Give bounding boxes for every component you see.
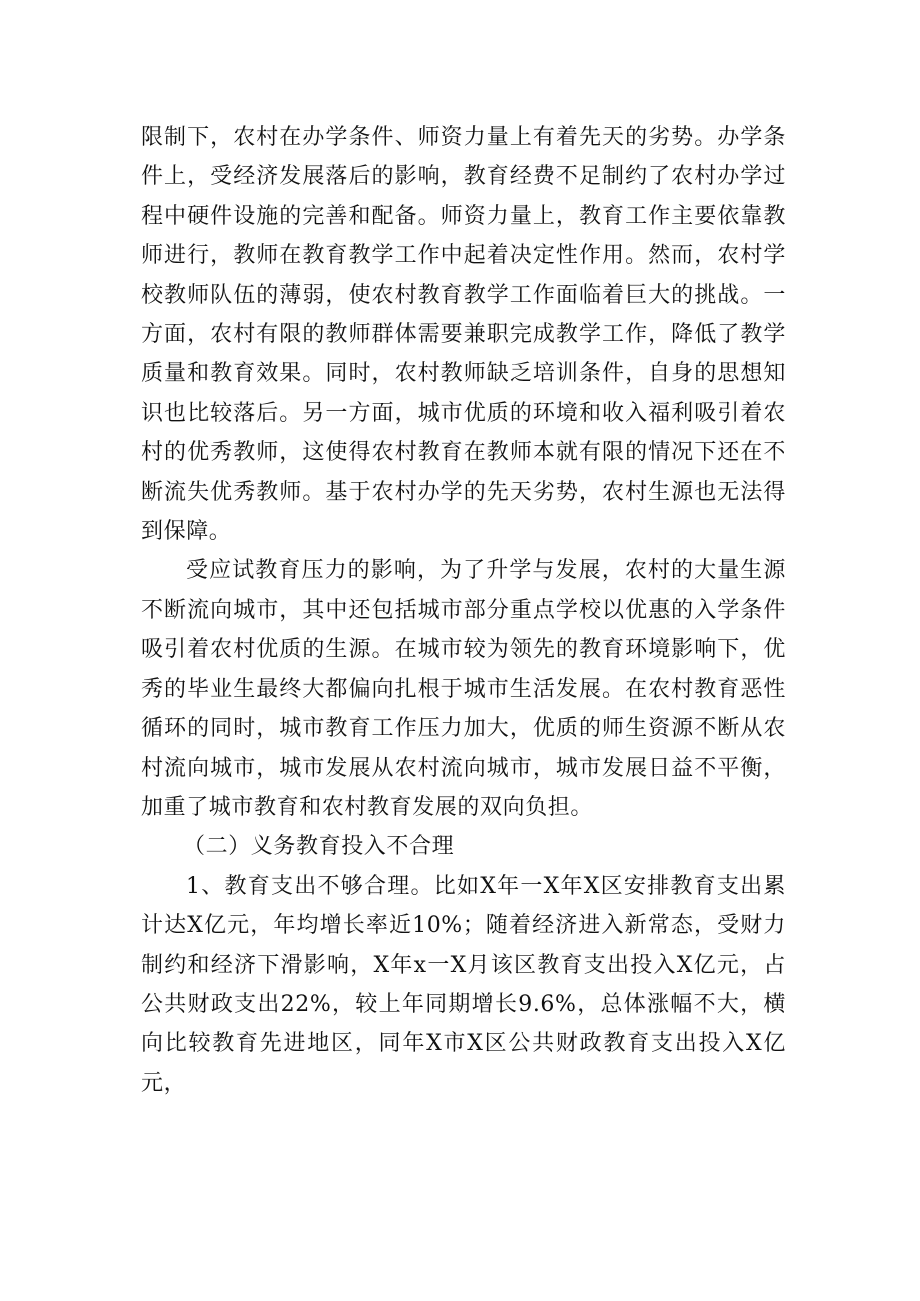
paragraph-education-spending: 1、教育支出不够合理。比如X年一X年X区安排教育支出累计达X亿元，年均增长率近10%；随着经济进入新常态，受财力制约和经济下滑影响，X年x一X月该区教育支出投入X亿元，占公共财政支出22%，较上年同期增长9.6%，总体涨幅不大，横向比较教育先进地区，同年X市X区公共财政教育支出投入X亿元， [141,873,786,1096]
paragraph-continuation: 限制下，农村在办学条件、师资力量上有着先天的劣势。办学条件上，受经济发展落后的影响，教育经费不足制约了农村办学过程中硬件设施的完善和配备。师资力量上，教育工作主要依靠教师进行，教师在教育教学工作中起着决定性作用。然而，农村学校教师队伍的薄弱，使农村教育教学工作面临着巨大的挑战。一方面，农村有限的教师群体需要兼职完成教学工作，降低了教学质量和教育效果。同时，农村教师缺乏培训条件，自身的思想知识也比较落后。另一方面，城市优质的环境和收入福利吸引着农村的优秀教师，这使得农村教育在教师本就有限的情况下还在不断流失优秀教师。基于农村办学的先天劣势，农村生源也无法得到保障。 [141,125,786,545]
document-body [141,118,786,1103]
paragraph-exam-pressure: 受应试教育压力的影响，为了升学与发展，农村的大量生源不断流向城市，其中还包括城市部分重点学校以优惠的入学条件吸引着农村优质的生源。在城市较为领先的教育环境影响下，优秀的毕业生最终大都偏向扎根于城市生活发展。在农村教育恶性循环的同时，城市教育工作压力加大，优质的师生资源不断从农村流向城市，城市发展从农村流向城市，城市发展日益不平衡，加重了城市教育和农村教育发展的双向负担。 [141,558,786,820]
section-heading: （二）义务教育投入不合理 [183,834,455,860]
